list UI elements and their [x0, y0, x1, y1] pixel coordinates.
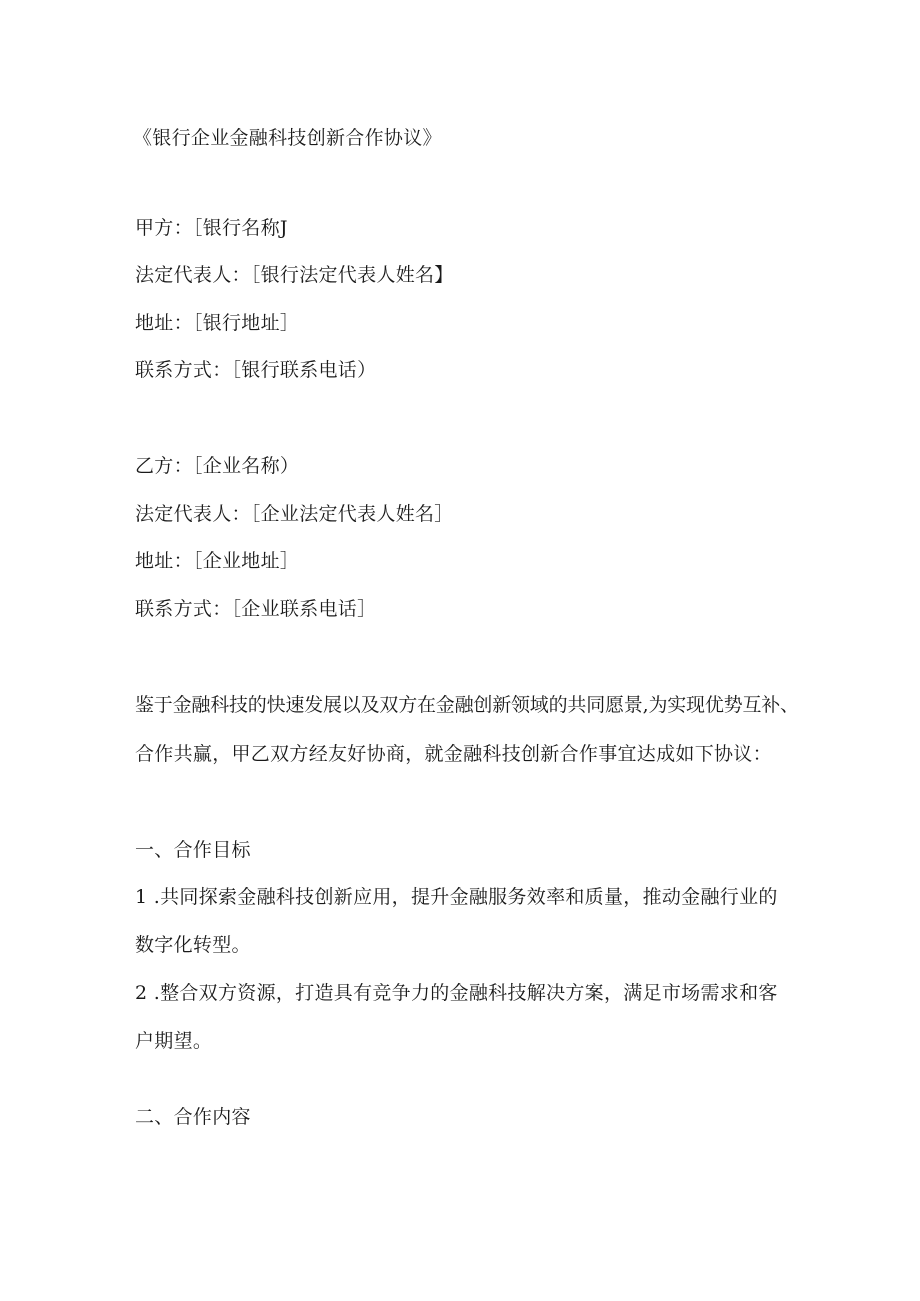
document-title: 《银行企业金融科技创新合作协议》: [133, 127, 442, 149]
section-1-heading: 一、合作目标: [135, 839, 251, 861]
party-a-representative: 法定代表人：［银行法定代表人姓名】: [135, 264, 454, 286]
party-a-address: 地址：［银行地址］: [135, 312, 300, 334]
section-1-item-2-line-2: 户期望。: [135, 1030, 213, 1052]
preamble-line-2: 合作共赢，甲乙双方经友好协商，就金融科技创新合作事宜达成如下协议：: [135, 743, 772, 765]
party-b-address: 地址：［企业地址］: [135, 550, 300, 572]
preamble-line-1: 鉴于金融科技的快速发展以及双方在金融创新领域的共同愿景,为实现优势互补、: [135, 694, 799, 716]
party-b-name: 乙方：［企业名称）: [135, 455, 300, 477]
party-a-contact: 联系方式：［银行联系电话）: [135, 359, 377, 381]
party-b-contact: 联系方式：［企业联系电话］: [135, 598, 377, 620]
section-2-heading: 二、合作内容: [135, 1106, 251, 1128]
party-a-name: 甲方：［银行名称J: [135, 217, 288, 239]
section-1-item-2-line-1: 2 .整合双方资源，打造具有竞争力的金融科技解决方案，满足市场需求和客: [135, 982, 778, 1004]
party-b-representative: 法定代表人：［企业法定代表人姓名］: [135, 503, 454, 525]
section-1-item-1-line-2: 数字化转型。: [135, 934, 251, 956]
section-1-item-1-line-1: 1 .共同探索金融科技创新应用，提升金融服务效率和质量，推动金融行业的: [135, 886, 778, 908]
